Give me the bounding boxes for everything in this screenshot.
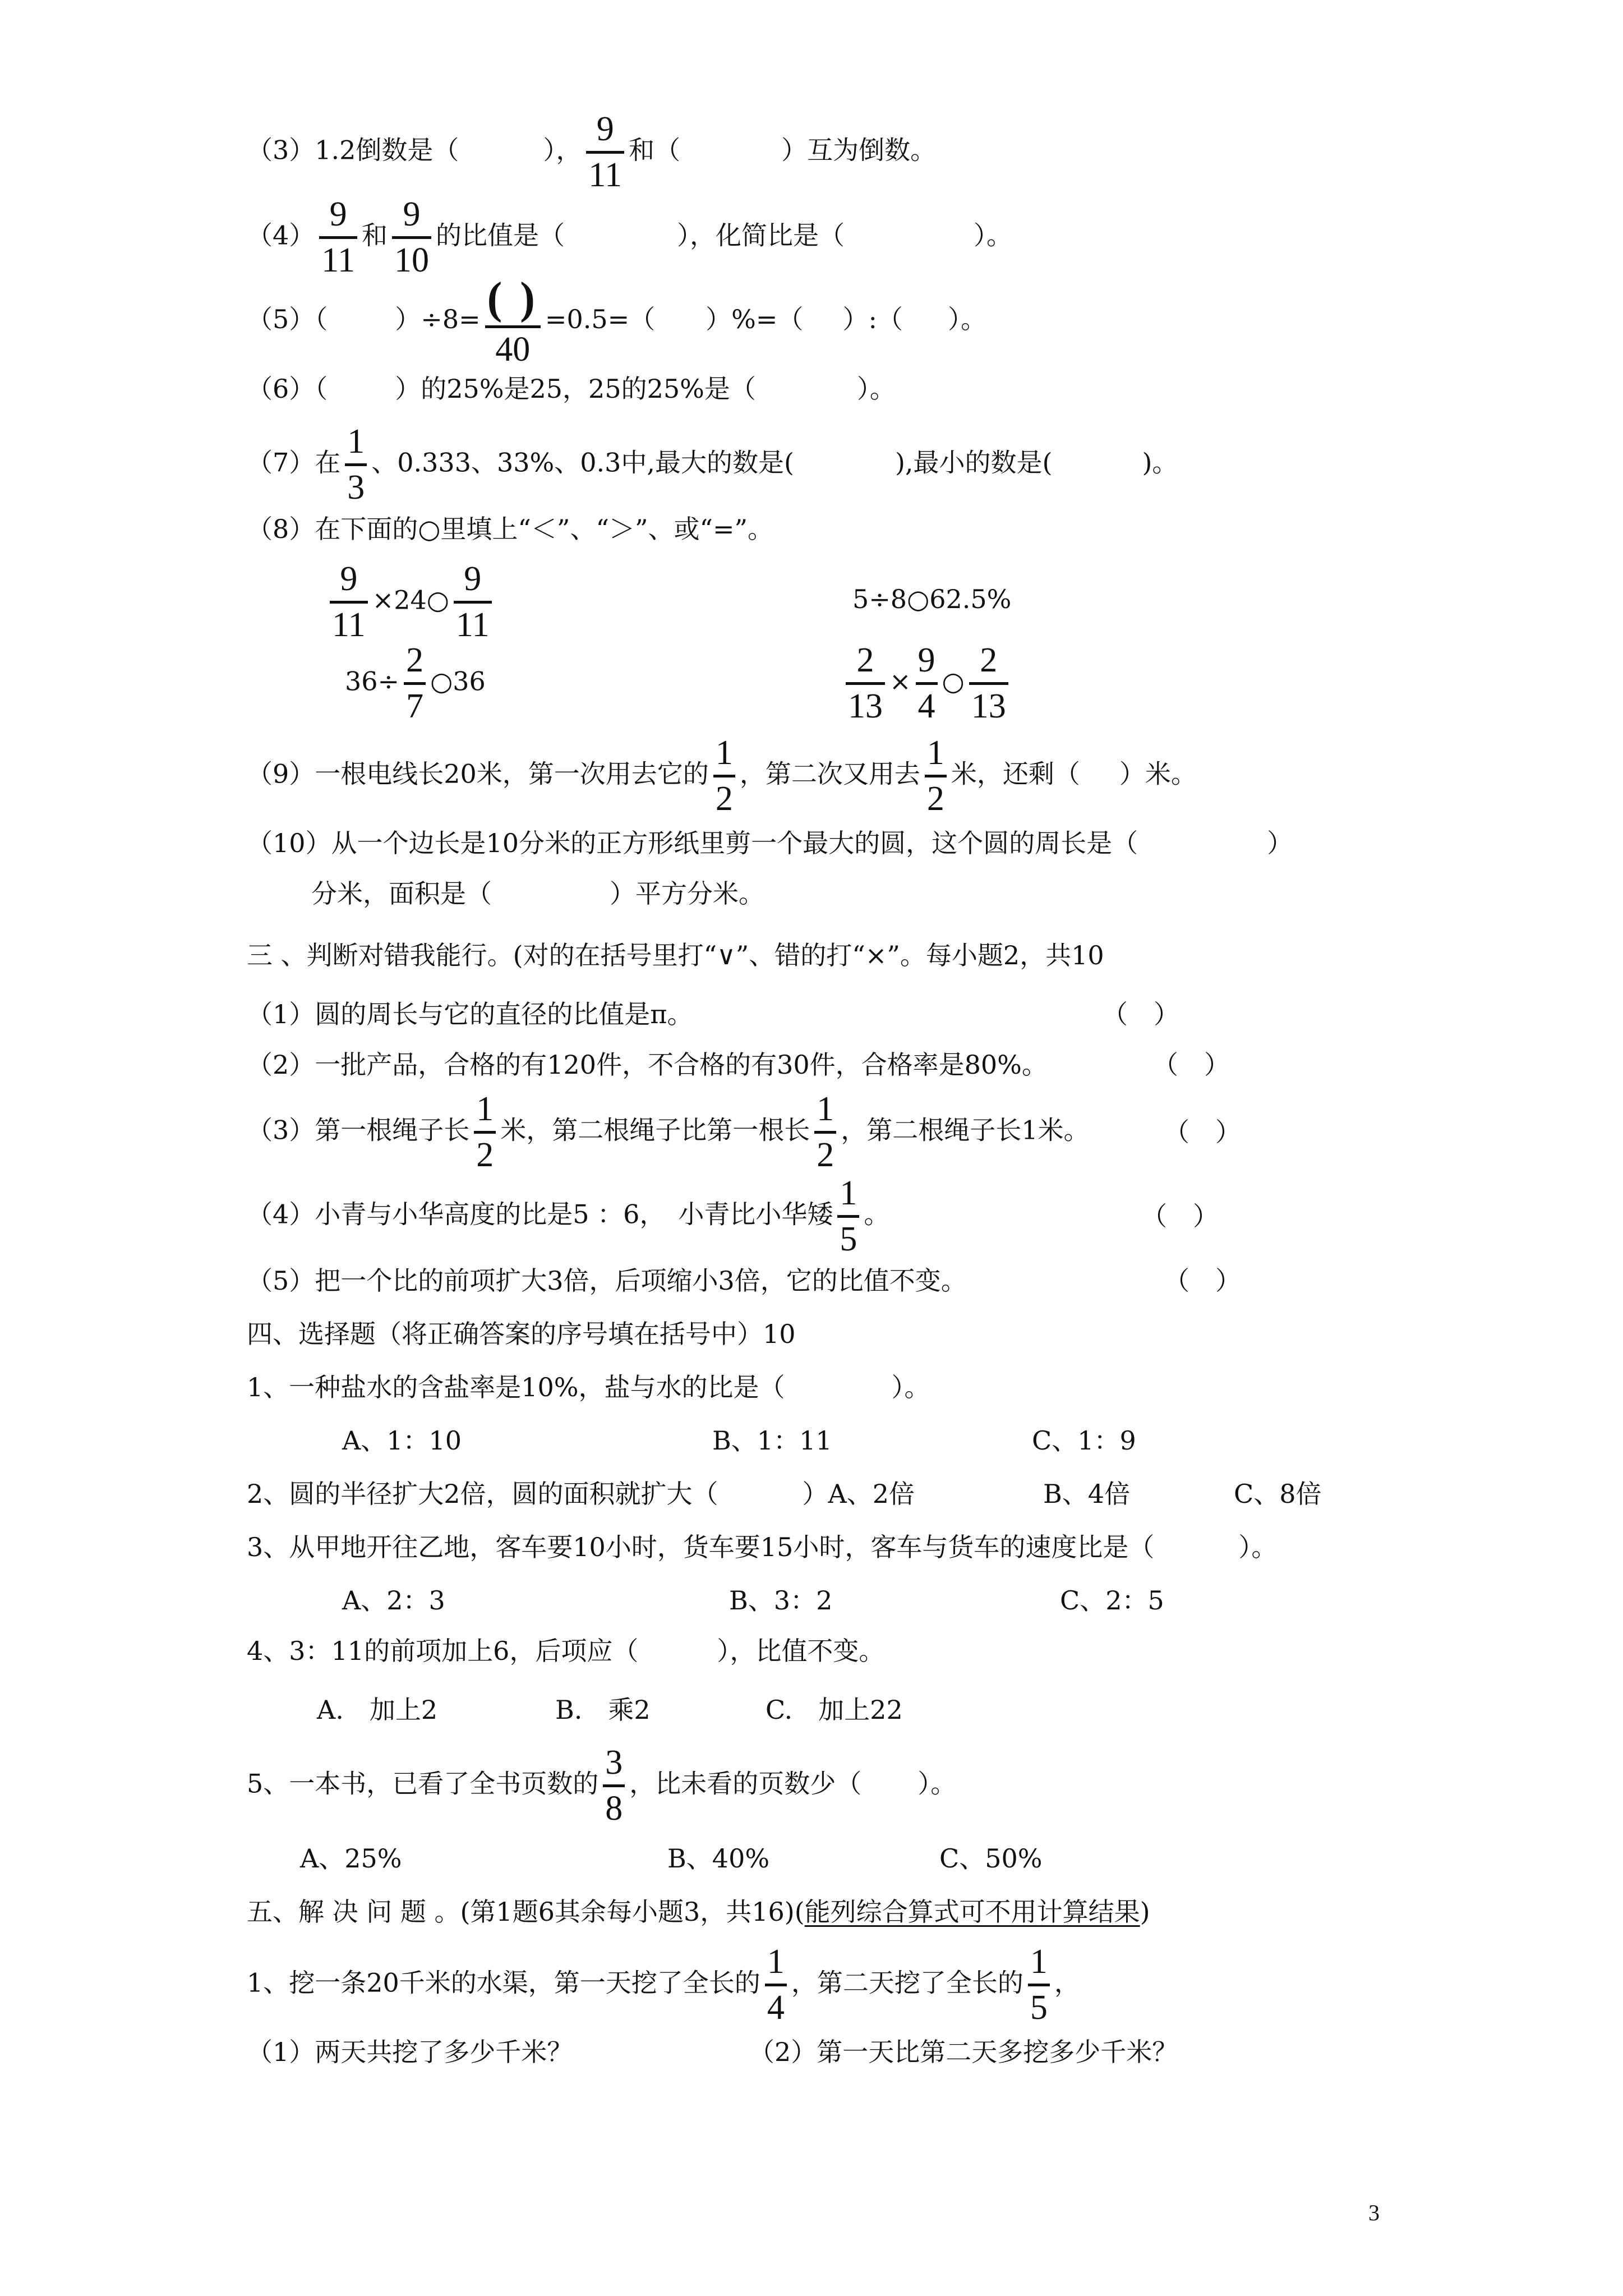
- judge-1: （1）圆的周长与它的直径的比值是π。: [247, 999, 693, 1029]
- fraction-2-13: 2 13: [846, 642, 885, 725]
- fraction-3-8: 3 8: [603, 1745, 625, 1827]
- underlined-note: 能列综合算式可不用计算结果: [804, 1897, 1140, 1927]
- question-8-heading: （8）在下面的○里填上“＜”、“＞”、或“=”。: [247, 514, 774, 544]
- q5-lead: （5）（: [247, 304, 328, 335]
- question-4-ratio: [247, 196, 1012, 279]
- choice-5-option-a[interactable]: A、25%: [300, 1843, 402, 1874]
- question-9-wire: （9）一根电线长20米，第一次用去它的 1 2 ，第二次又用去 1 2 米，还剩（ ）米。: [247, 734, 1197, 818]
- fraction-blank-40: ( ) 40: [485, 275, 541, 368]
- section-3-title: 三 、判断对错我能行。(对的在括号里打“∨”、错的打“×”。每小题2，共10: [247, 940, 1104, 970]
- question-7-compare: [247, 424, 1178, 506]
- q4-tail: ）。: [973, 220, 1012, 251]
- q8a-op: ×24○: [372, 585, 449, 615]
- question-5-conversion: [247, 275, 986, 368]
- choice-1-option-b[interactable]: B、1：11: [712, 1425, 832, 1456]
- q5-tail: =0.5=（: [545, 304, 656, 335]
- q5-tail2: ）%=（: [706, 304, 804, 335]
- choice-2-option-b[interactable]: B、4倍: [1043, 1479, 1131, 1509]
- q7-mid2: ),最小的数是(: [895, 447, 1053, 478]
- question-8-item-c: 36÷ 2 7 ○36: [345, 641, 486, 726]
- judge-5: （5）把一个比的前项扩大3倍，后项缩小3倍，它的比值不变。: [247, 1266, 967, 1296]
- fraction-9-11: 9 11: [330, 561, 368, 643]
- fraction-9-10: 9 10: [392, 196, 431, 279]
- problem-1-sub-2: （2）第一天比第二天多挖多少千米？: [749, 2037, 1178, 2067]
- q7-mid: 、0.333、33%、0.3中,最大的数是(: [371, 447, 794, 478]
- q4-mid: 的比值是（: [435, 220, 565, 251]
- q3-lead: （3）1.2倒数是（: [247, 135, 459, 165]
- fraction-1-5: 1 5: [1028, 1944, 1050, 2026]
- judge-2-paren[interactable]: （ ）: [1152, 1050, 1230, 1080]
- q3-mid2: 和（: [629, 135, 681, 165]
- fraction-9-4: 9 4: [916, 642, 938, 725]
- fraction-9-11: 9 11: [454, 561, 492, 643]
- fraction-2-13: 2 13: [969, 642, 1008, 725]
- fraction-9-11: 9 11: [586, 111, 624, 194]
- choice-5-option-c[interactable]: C、50%: [939, 1843, 1043, 1874]
- q4-mid2: ），化简比是（: [676, 220, 845, 251]
- section-5-title: 五、解 决 问 题 。(第1题6其余每小题3，共16)(能列综合算式可不用计算结果): [247, 1897, 1150, 1927]
- choice-1: 1、一种盐水的含盐率是10%，盐与水的比是（ ）。: [247, 1372, 930, 1402]
- q5-tail3: ）:（: [842, 304, 903, 335]
- choice-3-option-c[interactable]: C、2：5: [1060, 1585, 1164, 1616]
- question-10-line2: 分米，面积是（ ）平方分米。: [311, 878, 764, 909]
- judge-4: （4）小青与小华高度的比是5 ：6， 小青比小华矮 1 5 。: [247, 1174, 890, 1259]
- problem-1: 1、挖一条20千米的水渠，第一天挖了全长的 1 4 ，第二天挖了全长的 1 5 ，: [247, 1943, 1080, 2027]
- q6-lead: （6）（: [247, 374, 328, 404]
- q3-mid: ），: [543, 135, 582, 165]
- q6-mid: ）的25%是25，25的25%是（: [395, 374, 756, 404]
- choice-4: 4、3：11的前项加上6，后项应（ ），比值不变。: [247, 1636, 885, 1666]
- choice-4-option-b[interactable]: B. 乘2: [555, 1695, 651, 1725]
- question-10-line1: （10）从一个边长是10分米的正方形纸里剪一个最大的圆，这个圆的周长是（ ）: [247, 828, 1293, 858]
- q5-mid: ）÷8=: [395, 304, 481, 335]
- question-8-item-b: 5÷8○62.5%: [852, 584, 1012, 614]
- choice-2-option-c[interactable]: C、8倍: [1234, 1479, 1322, 1509]
- fraction-2-7: 2 7: [404, 642, 426, 725]
- problem-1-sub-1: （1）两天共挖了多少千米？: [247, 2037, 573, 2067]
- fraction-1-5: 1 5: [837, 1175, 859, 1258]
- section-4-title: 四、选择题（将正确答案的序号填在括号中）10: [247, 1319, 796, 1349]
- fraction-1-2: 1 2: [925, 735, 947, 817]
- choice-3-option-b[interactable]: B、3：2: [729, 1585, 833, 1616]
- question-8-item-d: 2 13 × 9 4 ○ 2 13: [841, 642, 1013, 725]
- question-3-reciprocal: [247, 111, 936, 194]
- choice-2: 2、圆的半径扩大2倍，圆的面积就扩大（ ）A、2倍: [247, 1479, 915, 1509]
- q3-tail: ）互为倒数。: [781, 135, 937, 165]
- judge-1-paren[interactable]: （ ）: [1102, 999, 1179, 1029]
- choice-5-option-b[interactable]: B、40%: [667, 1843, 770, 1874]
- fraction-1-4: 1 4: [765, 1944, 787, 2026]
- judge-2: （2）一批产品，合格的有120件，不合格的有30件，合格率是80%。: [247, 1050, 1048, 1080]
- choice-2-option-a[interactable]: ）A、2倍: [802, 1479, 915, 1509]
- judge-3: （3）第一根绳子长 1 2 米，第二根绳子比第一根长 1 2 ，第二根绳子长1米。: [247, 1090, 1090, 1175]
- choice-1-option-c[interactable]: C、1：9: [1032, 1425, 1136, 1456]
- q4-and: 和: [361, 220, 388, 251]
- q7-tail: )。: [1142, 447, 1178, 478]
- q4-lead: （4）: [247, 220, 315, 251]
- judge-4-paren[interactable]: （ ）: [1141, 1201, 1219, 1231]
- judge-3-paren[interactable]: （ ）: [1164, 1117, 1241, 1147]
- fraction-1-2: 1 2: [474, 1091, 496, 1174]
- fraction-1-2: 1 2: [814, 1091, 836, 1174]
- choice-3: 3、从甲地开往乙地，客车要10小时，货车要15小时，客车与货车的速度比是（ ）。: [247, 1532, 1278, 1562]
- q7-lead: （7）在: [247, 447, 341, 478]
- choice-5: 5、一本书，已看了全书页数的 3 8 ，比未看的页数少（ ）。: [247, 1743, 957, 1828]
- judge-5-paren[interactable]: （ ）: [1164, 1266, 1241, 1296]
- choice-1-option-a[interactable]: A、1：10: [342, 1425, 462, 1456]
- choice-4-option-a[interactable]: A. 加上2: [317, 1695, 438, 1725]
- fraction-9-11: 9 11: [319, 196, 357, 279]
- question-6-percent: [247, 376, 896, 402]
- q6-tail: ）。: [856, 374, 896, 404]
- fraction-1-2: 1 2: [713, 735, 735, 817]
- question-8-item-a: [325, 561, 496, 643]
- fraction-1-3: 1 3: [345, 424, 367, 506]
- page-number: 3: [1368, 2200, 1380, 2225]
- choice-3-option-a[interactable]: A、2：3: [342, 1585, 445, 1616]
- choice-4-option-c[interactable]: C. 加上22: [766, 1695, 903, 1725]
- q5-tail4: ）。: [947, 304, 986, 335]
